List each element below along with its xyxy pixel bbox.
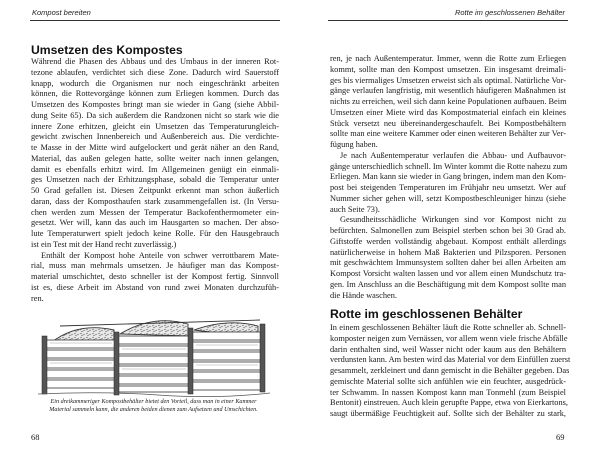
caption-line: Ein dreikammeriger Kompostbehälter bietet den Vorteil, dass man in einer Kammer (50, 399, 257, 405)
text-line: können, die Rottevorgänge können zum Erliegen kommen. Durch das (31, 89, 279, 99)
text-line: Material, das außen gelegen hatte, sollte weiter nach innen gelangen, (31, 153, 279, 163)
section-heading-right: Rotte im geschlossenen Behälter (330, 307, 523, 321)
text-line: darin enthalten sind, weil Wasser nicht oder kaum aus den Behältern (330, 344, 566, 354)
text-line: material umschichtet, desto schneller ist der Kompost fertig. Sinnvoll (31, 272, 279, 281)
text-line: gen. Im Anschluss an die Beschäftigung mit dem Kompost sollte man (330, 279, 566, 289)
text-line: Bentonit) einstreuen. Auch klein gerupfte Pappe, etwa von Eierkartons, (330, 398, 568, 408)
text-line: Gesundheitsschädliche Wirkungen sind vor Kompost nicht zu (340, 215, 566, 225)
text-line: dung Seite 65). Da sich außerdem die Randzonen nicht so stark wie die (31, 110, 279, 120)
text-line: tezone ablaufen, verdichtet sich diese Zone. Dadurch wird Sauerstoff (31, 67, 279, 77)
left-body-text (31, 57, 279, 304)
text-line: gänge verlaufen langfristig, mit wesentlich häufigeren Maßnahmen ist (330, 86, 566, 96)
text-line: Nummer sicher gehen will, setzt Kompostbeschleuniger hinzu (siehe (330, 193, 566, 203)
text-line: saugt übermäßige Feuchtigkeit auf. Sollte sich der Behälter zu stark, (330, 409, 566, 418)
text-line: rial, muss man mehrmals umsetzen. Je häufiger man das Kompost- (31, 261, 279, 271)
text-line: te Masse in der Mitte wird aufgelockert und gerät näher an den Rand, (31, 143, 279, 152)
text-line: auch Seite 73). (330, 204, 380, 214)
text-line: daran, dass der Komposthaufen stark zusammengefallen ist. (In Versu- (31, 196, 279, 206)
text-line: kommt, sollte man den Kompost umsetzen. Ein insgesamt dreimali- (330, 64, 566, 74)
text-line: ist ein Test mit der Hand recht zuverlässig.) (31, 239, 177, 249)
running-head-right: Rotte im geschlossenen Behälter (454, 8, 565, 17)
text-line: Kompost Vorsicht walten lassen und vor allem einen Mundschutz tra- (330, 269, 566, 278)
text-line: chen werden zum Messen der Temperatur Backofenthermometer ein- (31, 207, 279, 217)
text-line: knapp, wodurch die Organismen nur noch eingeschränkt arbeiten (31, 78, 279, 88)
text-line: post bei steigenden Temperaturen im Frühjahr neu umsetzt. Wer auf (330, 183, 566, 192)
text-line: gewicht zwischen Innenbereich und Außenbereich aus. Die verdichte- (31, 132, 279, 142)
text-line: komposter neigen zum Vernässen, vor allem wenn viele frische Abfälle (330, 333, 568, 343)
page-number-right: 69 (556, 432, 565, 442)
text-line: fügung haben. (330, 140, 378, 149)
text-line: Während die Phasen des Abbaus und des Umbaus in der inneren Rot- (31, 57, 279, 66)
text-line: Je nach Außentemperatur verlaufen die Abbau- und Aufbauvor- (340, 150, 566, 160)
section-heading-left: Umsetzen des Kompostes (31, 43, 183, 57)
text-line: Erliegen. Man kann sie wieder in Gang bringen, indem man den Kom- (330, 172, 566, 182)
text-line: Umsetzen einer Miete wird das Kompostmaterial einfach ein kleines (330, 107, 566, 117)
text-line: ren, je nach Außentemperatur. Immer, wenn die Rotte zum Erliegen (330, 54, 566, 63)
text-line: ist es, diese Arbeit im Abstand von rund zwei Monaten durchzufüh- (31, 282, 279, 292)
caption-line: Material sammeln kann, die anderen beiden dienen zum Aufsetzen und Umschichten. (49, 407, 258, 413)
text-line: natürlicherweise in hohem Maß Bakterien und Pilzsporen. Personen (330, 247, 566, 257)
header-rule-right (328, 20, 568, 21)
header-rule-left (30, 20, 280, 21)
text-line: ges bis viermaliges Umsetzen erweist sich als optimal. Natürliche Vor- (330, 75, 566, 85)
page-number-left: 68 (31, 432, 40, 442)
text-line: die Hände waschen. (330, 290, 397, 300)
text-line: Enthält der Kompost hohe Anteile von schwer verrottbarem Mate- (41, 250, 279, 260)
text-line: 50 Grad gefallen ist. Diesen Zeitpunkt erkennt man schon äußerlich (31, 186, 279, 195)
text-line: befürchten. Salmonellen zum Beispiel sterben schon bei 30 Grad ab. (330, 226, 566, 235)
text-line: sollte man eine weitere Kammer oder einen weiteren Behälter zur Ver- (330, 129, 566, 139)
text-line: Stück versetzt neu übereinandergeschaufelt. Bei Kompostbehältern (330, 118, 566, 128)
text-line: In einem geschlossenen Behälter läuft die Rotte schneller ab. Schnell- (330, 323, 566, 332)
text-line: lute Temperaturwert spielt jedoch keine Rolle. Für den Hausgebrauch (31, 229, 279, 238)
right-body-text-top (330, 54, 566, 301)
text-line: gesammelt, zerkleinert und dann gemischt in die Behälter gegeben. Das (330, 366, 570, 375)
right-body-text-bottom (330, 323, 571, 420)
text-line: damit es ebenfalls erhitzt wird. Im Allgemeinen genügt ein einmali- (31, 164, 279, 174)
text-line: ren. (31, 293, 44, 303)
illustration-caption (30, 398, 277, 414)
right-page (300, 0, 600, 460)
text-line: Giftstoffe werden vollständig abgebaut. Kompost enthält allerdings (330, 236, 566, 246)
text-line: gesetzt. Wer will, kann das auch im Hausgarten so machen. Der abso- (31, 218, 279, 228)
text-line: innere Zone erhitzen, gleicht ein Umsetzen das Temperaturungleich- (31, 121, 279, 131)
text-line: mit geschwächtem Immunsystem sollten daher bei allen Arbeiten am (330, 258, 566, 268)
text-line: gänge unterschiedlich schnell. Im Winter kommt die Rotte nahezu zum (330, 161, 568, 171)
text-line: gemischte Material sollte sich anfühlen wie ein feuchter, ausgedrück- (330, 376, 566, 386)
text-line: verdunsten kann. Am besten wird das Material vor dem Einfüllen zuerst (330, 355, 571, 365)
text-line: ges Umsetzen nach der Erhitzungsphase, sobald die Temperatur unter (31, 175, 279, 185)
text-line: nichts zu erreichen, weil sich dann keine Populationen aufbauen. Beim (330, 97, 567, 106)
text-line: Umsetzen des Kompostes bringt man sie wieder in Gang (siehe Abbil- (31, 100, 279, 109)
compost-bin-illustration (38, 312, 270, 397)
text-line: ter Schwamm. In nassen Kompost kann man Tonmehl (zum Beispiel (330, 387, 566, 397)
running-head-left: Kompost bereiten (32, 8, 91, 17)
